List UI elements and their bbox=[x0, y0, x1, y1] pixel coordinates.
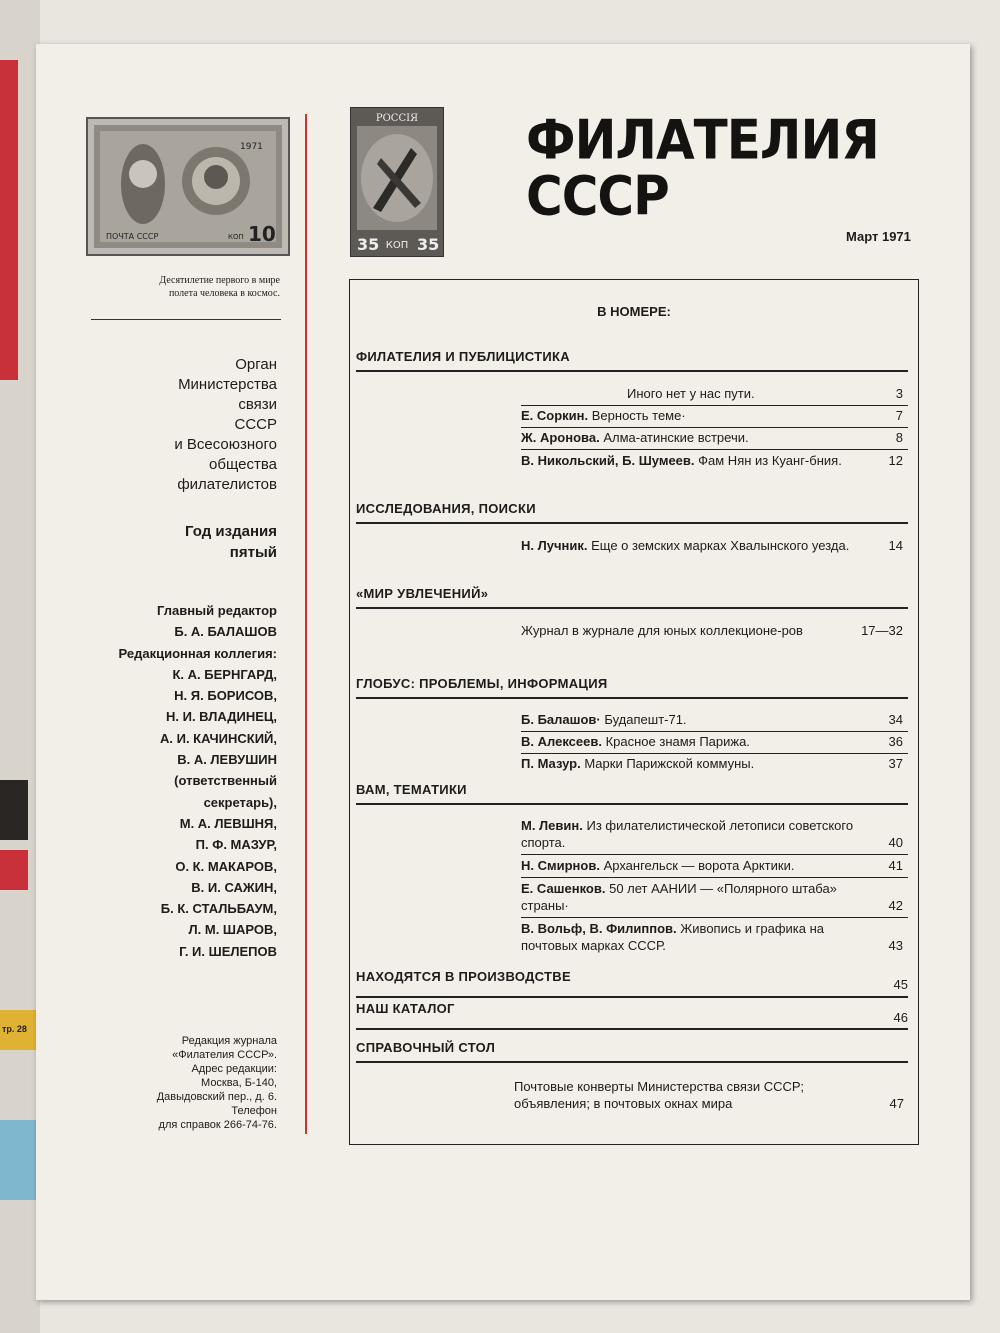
table-of-contents bbox=[349, 279, 919, 1145]
cover-dark-band bbox=[0, 780, 28, 840]
section-page: 46 bbox=[893, 1010, 908, 1025]
entry-rule bbox=[521, 877, 908, 878]
editor-line: Н. Я. БОРИСОВ, bbox=[174, 688, 277, 704]
editorial-board bbox=[76, 600, 277, 962]
editorial-address bbox=[96, 1034, 277, 1132]
address-line: Адрес редакции: bbox=[191, 1063, 277, 1075]
entry-title: Из филателистической летописи советского спорта. bbox=[521, 818, 854, 850]
section-title: НАХОДЯТСЯ В ПРОИЗВОДСТВЕ bbox=[356, 969, 571, 984]
editor-line: М. А. ЛЕВШНЯ, bbox=[179, 815, 277, 831]
section-rule bbox=[356, 1061, 908, 1063]
cover-strip bbox=[0, 0, 40, 1333]
contents-entry bbox=[521, 385, 903, 402]
contents-entry bbox=[521, 452, 903, 469]
column-separator-red bbox=[305, 114, 307, 1134]
entry-page: 41 bbox=[888, 858, 903, 873]
entry-title: Марки Парижской коммуны. bbox=[584, 756, 755, 771]
entry-author: Б. Балашов· bbox=[521, 712, 601, 727]
entry-page: 36 bbox=[888, 734, 903, 749]
entry-page: 12 bbox=[888, 453, 903, 468]
entry-author: П. Мазур. bbox=[521, 756, 581, 771]
editor-line: П. Ф. МАЗУР, bbox=[195, 837, 277, 853]
magazine-page bbox=[36, 44, 970, 1300]
editor-line: К. А. БЕРНГАРД, bbox=[172, 666, 277, 682]
publisher-line: Министерства bbox=[178, 376, 277, 393]
cosmos-stamp-year: 1971 bbox=[240, 142, 263, 152]
entry-title: Фам Нян из Куанг-бния. bbox=[698, 453, 842, 468]
contents-entry bbox=[514, 1078, 904, 1112]
russia-stamp-value-right: 35 bbox=[417, 235, 440, 254]
entry-title: Алма-атинские встречи. bbox=[603, 430, 749, 445]
editor-line: Л. М. ШАРОВ, bbox=[188, 922, 277, 938]
editor-line: В. И. САЖИН, bbox=[191, 879, 277, 895]
entry-rule bbox=[521, 753, 908, 754]
year-line: пятый bbox=[229, 544, 277, 561]
publisher-line: общества bbox=[209, 456, 277, 473]
cover-red-band bbox=[0, 60, 18, 380]
contents-entry bbox=[521, 733, 903, 750]
left-divider bbox=[91, 319, 281, 320]
contents-entry bbox=[521, 920, 903, 954]
section-rule bbox=[356, 370, 908, 372]
cosmos-stamp-country: ПОЧТА СССР bbox=[106, 232, 159, 241]
section-rule bbox=[356, 522, 908, 524]
cosmos-stamp-image bbox=[88, 119, 288, 254]
cover-red-band-2 bbox=[0, 850, 28, 890]
cosmos-stamp bbox=[86, 117, 290, 256]
contents-entry bbox=[521, 429, 903, 446]
entry-rule bbox=[521, 405, 908, 406]
contents-heading: В НОМЕРЕ: bbox=[597, 304, 671, 319]
entry-title: 50 лет ААНИИ — «Полярного штаба» страны· bbox=[521, 881, 837, 913]
entry-page: 43 bbox=[888, 938, 903, 953]
publisher-block bbox=[96, 355, 277, 495]
address-line: Редакция журнала bbox=[181, 1035, 277, 1047]
contents-entry bbox=[521, 857, 903, 874]
editor-line: Б. А. БАЛАШОВ bbox=[174, 624, 277, 640]
editor-line: Г. И. ШЕЛЕПОВ bbox=[179, 943, 277, 959]
section-rule bbox=[356, 1028, 908, 1030]
editor-line: О. К. МАКАРОВ, bbox=[175, 858, 277, 874]
contents-entry bbox=[521, 407, 903, 424]
section-title: ГЛОБУС: ПРОБЛЕМЫ, ИНФОРМАЦИЯ bbox=[356, 676, 608, 691]
entry-rule bbox=[521, 917, 908, 918]
entry-page: 34 bbox=[888, 712, 903, 727]
editor-line: А. И. КАЧИНСКИЙ, bbox=[160, 730, 277, 746]
stamp-caption-line: Десятилетие первого в мире bbox=[159, 275, 280, 286]
section-title: «МИР УВЛЕЧЕНИЙ» bbox=[356, 586, 489, 601]
entry-author: Ж. Аронова. bbox=[521, 430, 600, 445]
address-line: для справок 266-74-76. bbox=[158, 1119, 277, 1131]
title-line: СССР bbox=[526, 164, 669, 228]
publisher-line: Орган bbox=[235, 356, 277, 373]
section-title: НАШ КАТАЛОГ bbox=[356, 1001, 455, 1016]
entry-author: Н. Смирнов. bbox=[521, 858, 600, 873]
entry-page: 40 bbox=[888, 835, 903, 850]
address-line: Давыдовский пер., д. 6. bbox=[156, 1091, 277, 1103]
entry-title: Архангельск — ворота Арктики. bbox=[603, 858, 795, 873]
section-rule bbox=[356, 803, 908, 805]
russia-stamp-currency: КОП bbox=[385, 240, 409, 251]
entry-page: 8 bbox=[895, 430, 903, 445]
stamp-caption-line: полета человека в космос. bbox=[168, 288, 280, 299]
section-title: ИССЛЕДОВАНИЯ, ПОИСКИ bbox=[356, 501, 536, 516]
address-line: «Филателия СССР». bbox=[172, 1049, 277, 1061]
stamp-caption bbox=[96, 274, 280, 300]
contents-entry bbox=[521, 755, 903, 772]
entry-page: 14 bbox=[888, 538, 903, 553]
magazine-title bbox=[526, 108, 946, 228]
contents-entry bbox=[521, 880, 903, 914]
section-rule bbox=[356, 996, 908, 998]
publisher-line: СССР bbox=[234, 416, 277, 433]
editor-line: Н. И. ВЛАДИНЕЦ, bbox=[165, 709, 277, 725]
issue-date: Март 1971 bbox=[846, 229, 911, 244]
entry-title: Красное знамя Парижа. bbox=[605, 734, 750, 749]
section-page: 45 bbox=[893, 977, 908, 992]
editor-line: Редакционная коллегия: bbox=[118, 645, 277, 661]
publisher-line: филателистов bbox=[177, 476, 277, 493]
cover-strip-label: тр. 28 bbox=[2, 1024, 27, 1034]
entry-title: Верность теме· bbox=[591, 408, 686, 423]
cosmos-stamp-value: 10 bbox=[248, 222, 276, 246]
entry-page: 42 bbox=[888, 898, 903, 913]
entry-title: Журнал в журнале для юных коллекционе-ров bbox=[521, 623, 803, 638]
publisher-line: и Всесоюзного bbox=[174, 436, 277, 453]
entry-rule bbox=[521, 427, 908, 428]
year-line: Год издания bbox=[185, 523, 277, 540]
russia-stamp-value-left: 35 bbox=[357, 235, 380, 254]
entry-page: 7 bbox=[895, 408, 903, 423]
publisher-line: связи bbox=[238, 396, 277, 413]
entry-author: В. Алексеев. bbox=[521, 734, 602, 749]
entry-title: Еще о земских марках Хвалынского уезда. bbox=[591, 538, 850, 553]
section-title: СПРАВОЧНЫЙ СТОЛ bbox=[356, 1040, 496, 1055]
entry-rule bbox=[521, 731, 908, 732]
contents-entry bbox=[521, 537, 903, 554]
entry-page: 37 bbox=[888, 756, 903, 771]
entry-title: Почтовые конверты Министерства связи СССР; объявления; в почтовых окнах мира bbox=[514, 1079, 804, 1111]
entry-author: Е. Соркин. bbox=[521, 408, 589, 423]
entry-rule bbox=[521, 854, 908, 855]
editor-line: (ответственный bbox=[174, 773, 277, 789]
contents-entry bbox=[521, 711, 903, 728]
editor-line: В. А. ЛЕВУШИН bbox=[177, 752, 277, 768]
entry-author: Н. Лучник. bbox=[521, 538, 588, 553]
entry-title: Будапешт-71. bbox=[604, 712, 687, 727]
editor-line: Б. К. СТАЛЬБАУМ, bbox=[160, 901, 277, 917]
editor-line: Главный редактор bbox=[157, 603, 277, 618]
russia-stamp-country: РОССIЯ bbox=[375, 113, 419, 124]
entry-page: 3 bbox=[895, 386, 903, 401]
cosmos-stamp-currency: КОП bbox=[228, 233, 244, 241]
entry-title: Иного нет у нас пути. bbox=[627, 386, 755, 401]
entry-author: В. Никольский, Б. Шумеев. bbox=[521, 453, 695, 468]
entry-rule bbox=[521, 449, 908, 450]
section-title: ФИЛАТЕЛИЯ И ПУБЛИЦИСТИКА bbox=[356, 349, 570, 364]
entry-title: Живопись и графика на почтовых марках СССР. bbox=[521, 921, 824, 953]
publication-year bbox=[96, 521, 277, 563]
entry-page: 47 bbox=[889, 1096, 904, 1111]
russia-stamp bbox=[350, 107, 444, 257]
contents-entry bbox=[521, 622, 903, 639]
editor-line: секретарь), bbox=[203, 794, 277, 810]
section-rule bbox=[356, 697, 908, 699]
entry-page: 17—32 bbox=[861, 623, 903, 638]
cover-blue-band bbox=[0, 1120, 36, 1200]
title-line: ФИЛАТЕЛИЯ bbox=[526, 108, 879, 172]
entry-author: М. Левин. bbox=[521, 818, 583, 833]
contents-entry bbox=[521, 817, 903, 851]
section-rule bbox=[356, 607, 908, 609]
russia-stamp-image bbox=[351, 108, 443, 256]
address-line: Телефон bbox=[231, 1105, 277, 1117]
entry-author: В. Вольф, В. Филиппов. bbox=[521, 921, 677, 936]
address-line: Москва, Б-140, bbox=[201, 1077, 277, 1089]
entry-author: Е. Сашенков. bbox=[521, 881, 606, 896]
section-title: ВАМ, ТЕМАТИКИ bbox=[356, 782, 467, 797]
